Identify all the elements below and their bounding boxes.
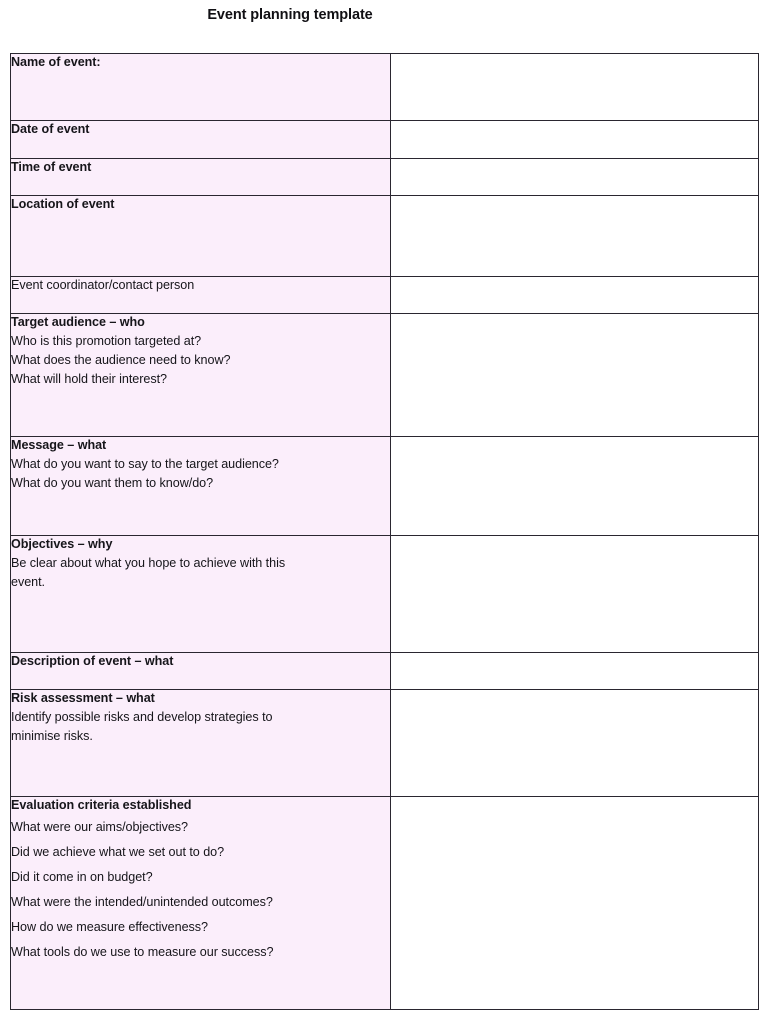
label-line: event. [11,575,46,589]
label-line: minimise risks. [11,729,93,743]
label-line: Message – what [11,438,107,452]
label-line: Event coordinator/contact person [11,278,195,292]
response-field-location-of-event[interactable] [391,196,759,277]
row-label-objectives [11,536,391,653]
row-label-target-audience [11,314,391,437]
row-label-time-of-event [11,159,391,196]
event-planning-table-wrapper [10,53,758,1010]
response-field-objectives[interactable] [391,536,759,653]
label-line: What were our aims/objectives? [11,820,188,834]
label-line: Evaluation criteria established [11,798,192,812]
table-row [11,536,759,653]
label-line: What does the audience need to know? [11,353,231,367]
table-row [11,653,759,690]
row-label-event-coordinator [11,277,391,314]
label-line: Date of event [11,122,90,136]
label-line: What do you want them to know/do? [11,476,214,490]
table-row [11,196,759,277]
row-label-description-of-event [11,653,391,690]
label-line: Did we achieve what we set out to do? [11,845,225,859]
label-line: Objectives – why [11,537,113,551]
label-line: Name of event: [11,55,101,69]
response-field-target-audience[interactable] [391,314,759,437]
label-line: What tools do we use to measure our success? [11,945,274,959]
label-line: What do you want to say to the target audience? [11,457,279,471]
label-line: Target audience – who [11,315,145,329]
response-field-risk-assessment[interactable] [391,690,759,797]
row-label-location-of-event [11,196,391,277]
label-line: How do we measure effectiveness? [11,920,208,934]
table-row [11,437,759,536]
label-line: What will hold their interest? [11,372,167,386]
label-line: What were the intended/unintended outcomes? [11,895,273,909]
label-line: Risk assessment – what [11,691,155,705]
table-row [11,54,759,121]
response-field-event-coordinator[interactable] [391,277,759,314]
row-label-evaluation-criteria [11,797,391,1010]
label-line: Description of event – what [11,654,174,668]
label-line: Be clear about what you hope to achieve with this [11,556,286,570]
label-line: Did it come in on budget? [11,870,153,884]
response-field-evaluation-criteria[interactable] [391,797,759,1010]
label-line: Who is this promotion targeted at? [11,334,202,348]
label-line: Location of event [11,197,115,211]
row-label-name-of-event [11,54,391,121]
table-row [11,797,759,1010]
table-row [11,159,759,196]
response-field-name-of-event[interactable] [391,54,759,121]
label-line: Time of event [11,160,92,174]
row-label-message [11,437,391,536]
response-field-description-of-event[interactable] [391,653,759,690]
row-label-risk-assessment [11,690,391,797]
row-label-date-of-event [11,121,391,159]
event-planning-table [10,53,759,1010]
table-row [11,121,759,159]
response-field-time-of-event[interactable] [391,159,759,196]
label-line: Identify possible risks and develop strategies to [11,710,273,724]
table-row [11,690,759,797]
table-row [11,277,759,314]
table-row [11,314,759,437]
response-field-message[interactable] [391,437,759,536]
page-title: Event planning template [207,7,373,23]
response-field-date-of-event[interactable] [391,121,759,159]
